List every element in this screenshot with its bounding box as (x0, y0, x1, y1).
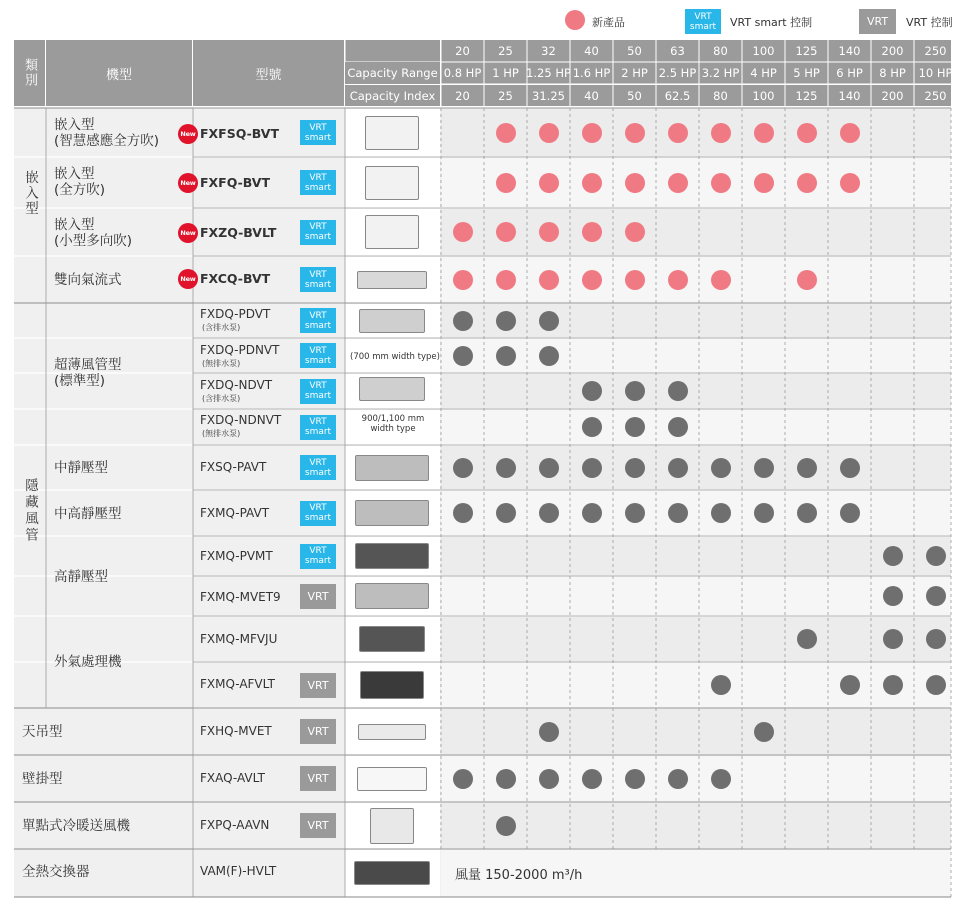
capacity-dot (539, 311, 559, 331)
header-capacity-index-cell: 200 (881, 88, 904, 103)
vrt-badge: VRT (300, 673, 336, 698)
capacity-dot (453, 222, 473, 242)
vrt-smart-badge: VRT smart (300, 379, 336, 404)
header-model: 型號 (193, 40, 344, 106)
type-ceiling-suspended: 天吊型 (22, 724, 63, 740)
vrt-smart-badge: VRT smart (300, 455, 336, 480)
high-static-duct-image (355, 543, 429, 569)
capacity-dot (625, 417, 645, 437)
capacity-dot (625, 222, 645, 242)
new-badge: New (178, 223, 198, 243)
type-middle-high-static: 中高靜壓型 (54, 506, 122, 522)
header-capacity-index-cell: 62.5 (664, 88, 691, 103)
outdoor-air-unit-image (360, 671, 424, 699)
capacity-dot (668, 458, 688, 478)
capacity-dot (668, 381, 688, 401)
model-fxmq-afvlt: FXMQ-AFVLT (200, 677, 276, 691)
capacity-dot (539, 458, 559, 478)
airflow-spec: 風量 150-2000 m³/h (455, 868, 583, 883)
vrt-smart-badge: VRT smart (300, 415, 336, 440)
type-round-flow-cassette: 嵌入型 (全方吹) (54, 166, 106, 198)
vrt-smart-legend-label: VRT smart 控制 (730, 16, 813, 29)
capacity-dot (926, 546, 946, 566)
vrt-legend-label: VRT 控制 (906, 16, 953, 29)
header-row1-cell: 25 (498, 44, 513, 58)
capacity-dot (711, 458, 731, 478)
capacity-dot (453, 311, 473, 331)
type-two-way-cassette: 雙向氣流式 (54, 272, 122, 288)
slim-duct-image (359, 309, 425, 333)
capacity-dot (539, 173, 559, 193)
vrt-legend-badge: VRT (859, 9, 896, 34)
capacity-dot (754, 458, 774, 478)
capacity-dot (668, 173, 688, 193)
ceiling-suspended-image (358, 724, 426, 740)
model-fxmq-mvet9: FXMQ-MVET9 (200, 590, 281, 604)
header-capacity-range-cell: 2.5 HP (658, 66, 697, 80)
capacity-dot (496, 311, 516, 331)
compact-cassette-image (365, 215, 419, 249)
capacity-dot (668, 123, 688, 143)
model-note-with-pump: (含排水泵) (202, 323, 241, 332)
vrt-badge: VRT (300, 766, 336, 791)
type-compact-cassette: 嵌入型 (小型多向吹) (54, 217, 133, 249)
model-vam-hvlt: VAM(F)-HVLT (200, 864, 277, 878)
capacity-dot (883, 629, 903, 649)
capacity-dot (539, 270, 559, 290)
header-capacity-range-cell: 8 HP (879, 66, 906, 80)
capacity-dot (539, 346, 559, 366)
capacity-dot (625, 503, 645, 523)
capacity-dot (539, 222, 559, 242)
capacity-dot (539, 769, 559, 789)
header-row1-cell: 40 (584, 44, 599, 58)
capacity-dot (840, 173, 860, 193)
header-capacity-range-cell: 1.25 HP (526, 66, 571, 80)
capacity-dot (453, 270, 473, 290)
heat-exchanger-image (354, 861, 430, 885)
capacity-dot (582, 381, 602, 401)
header-row1-cell: 63 (670, 44, 685, 58)
capacity-dot (539, 503, 559, 523)
header-capacity-range-cell: 4 HP (750, 66, 777, 80)
capacity-dot (625, 458, 645, 478)
header-row1-cell: 20 (455, 44, 470, 58)
capacity-dot (453, 769, 473, 789)
type-heat-reclaim-ventilator: 全熱交換器 (22, 864, 90, 880)
model-fxhq-mvet: FXHQ-MVET (200, 724, 272, 738)
capacity-dot (582, 503, 602, 523)
vrt-badge: VRT (300, 719, 336, 744)
vrt-smart-badge: VRT smart (300, 308, 336, 333)
capacity-dot (797, 123, 817, 143)
capacity-dot (539, 123, 559, 143)
capacity-dot (840, 675, 860, 695)
capacity-dot (453, 346, 473, 366)
capacity-dot (711, 123, 731, 143)
capacity-dot (711, 769, 731, 789)
capacity-dot (711, 270, 731, 290)
capacity-dot (797, 270, 817, 290)
capacity-dot (668, 270, 688, 290)
header-capacity-range-cell: 3.2 HP (701, 66, 740, 80)
capacity-dot (496, 503, 516, 523)
capacity-dot (496, 123, 516, 143)
capacity-dot (582, 769, 602, 789)
header-capacity-index-cell: 25 (498, 88, 513, 103)
vrt-badge: VRT (300, 584, 336, 609)
capacity-dot (926, 586, 946, 606)
capacity-dot (754, 722, 774, 742)
header-capacity-range-cell: 0.8 HP (443, 66, 482, 80)
capacity-dot (582, 173, 602, 193)
model-fxfq-bvt: FXFQ-BVT (200, 175, 270, 190)
header-capacity-index-cell: 31.25 (532, 88, 565, 103)
model-note-with-pump: (含排水泵) (202, 394, 241, 403)
type-slim-duct: 超薄風管型 (標準型) (54, 357, 122, 389)
new-badge: New (178, 173, 198, 193)
vrt-smart-badge: VRT smart (300, 544, 336, 569)
header-row1-cell: 32 (541, 44, 556, 58)
type-middle-static: 中靜壓型 (54, 460, 108, 476)
capacity-dot (582, 417, 602, 437)
capacity-dot (926, 675, 946, 695)
type-smart-sensing-cassette: 嵌入型 (智慧感應全方吹) (54, 117, 160, 149)
cassette-unit-image (365, 166, 419, 200)
type-high-static: 高靜壓型 (54, 569, 108, 585)
capacity-dot (668, 417, 688, 437)
capacity-dot (582, 123, 602, 143)
capacity-dot (496, 458, 516, 478)
air-handler-image (370, 808, 414, 844)
capacity-dot (453, 458, 473, 478)
header-type: 機型 (46, 40, 192, 106)
vrt-smart-badge: VRT smart (300, 220, 336, 245)
width-note-700mm: (700 mm width type) (350, 352, 440, 362)
header-capacity-index-cell: 250 (924, 88, 947, 103)
high-static-duct-image (355, 583, 429, 609)
header-capacity-index-cell: 140 (838, 88, 861, 103)
capacity-dot (496, 270, 516, 290)
capacity-dot (582, 458, 602, 478)
header-capacity-range-cell: 2 HP (621, 66, 648, 80)
capacity-dot (926, 629, 946, 649)
type-air-handling-unit: 單點式冷暖送風機 (22, 818, 130, 834)
capacity-dot (797, 458, 817, 478)
model-fxfsq-bvt: FXFSQ-BVT (200, 126, 279, 141)
width-note-900mm: 900/1,100 mm width type (361, 414, 425, 434)
duct-unit-image (355, 500, 429, 526)
capacity-dot (754, 503, 774, 523)
model-fxpq-aavn: FXPQ-AAVN (200, 818, 270, 832)
capacity-dot (797, 173, 817, 193)
header-capacity-range-cell: 5 HP (793, 66, 820, 80)
new-badge: New (178, 124, 198, 144)
header-row1-cell: 200 (881, 44, 904, 58)
header-capacity-index-cell: 40 (584, 88, 599, 103)
wall-mounted-image (357, 767, 427, 791)
type-outdoor-air-unit: 外氣處理機 (54, 654, 122, 670)
model-fxcq-bvt: FXCQ-BVT (200, 271, 271, 286)
capacity-dot (840, 503, 860, 523)
category-embedded: 嵌入型 (22, 170, 38, 217)
duct-unit-image (355, 455, 429, 481)
vrt-smart-legend-badge: VRT smart (685, 9, 721, 34)
outdoor-air-unit-image (359, 626, 425, 652)
header-row1-cell: 250 (924, 44, 947, 58)
capacity-dot (539, 722, 559, 742)
capacity-dot (711, 503, 731, 523)
vrt-badge: VRT (300, 813, 336, 838)
vrt-smart-badge: VRT smart (300, 343, 336, 368)
capacity-dot (453, 503, 473, 523)
header-row1-cell: 80 (713, 44, 728, 58)
capacity-dot (840, 123, 860, 143)
capacity-dot (496, 173, 516, 193)
capacity-dot (883, 546, 903, 566)
two-way-cassette-image (357, 271, 427, 289)
model-fxdq-ndnvt: FXDQ-NDNVT (200, 413, 282, 427)
cassette-unit-image (365, 116, 419, 150)
capacity-dot (711, 675, 731, 695)
header-row1-cell: 125 (795, 44, 818, 58)
vrt-smart-badge: VRT smart (300, 120, 336, 145)
capacity-index-label: Capacity Index (345, 85, 440, 106)
model-fxmq-pavt: FXMQ-PAVT (200, 506, 270, 520)
new-product-legend-label: 新產品 (592, 16, 625, 29)
capacity-dot (496, 769, 516, 789)
header-capacity-index-cell: 50 (627, 88, 642, 103)
slim-duct-image (359, 377, 425, 401)
capacity-dot (797, 629, 817, 649)
capacity-dot (496, 222, 516, 242)
model-fxmq-mfvju: FXMQ-MFVJU (200, 632, 278, 646)
header-capacity-index-cell: 125 (795, 88, 818, 103)
capacity-dot (754, 173, 774, 193)
capacity-dot (883, 586, 903, 606)
capacity-dot (625, 381, 645, 401)
model-fxaq-avlt: FXAQ-AVLT (200, 771, 265, 785)
capacity-dot (797, 503, 817, 523)
capacity-dot (711, 173, 731, 193)
model-fxdq-ndvt: FXDQ-NDVT (200, 378, 273, 392)
header-row1-cell: 50 (627, 44, 642, 58)
capacity-dot (625, 270, 645, 290)
model-note-without-pump: (無排水泵) (202, 429, 241, 438)
capacity-dot (883, 675, 903, 695)
capacity-dot (668, 769, 688, 789)
model-note-without-pump: (無排水泵) (202, 359, 241, 368)
type-wall-mounted: 壁掛型 (22, 771, 63, 787)
header-row1-cell: 140 (838, 44, 861, 58)
header-capacity-index-cell: 20 (455, 88, 470, 103)
header-capacity-range-cell: 1.6 HP (572, 66, 611, 80)
header-capacity-index-cell: 80 (713, 88, 728, 103)
model-fxdq-pdnvt: FXDQ-PDNVT (200, 343, 280, 357)
capacity-dot (668, 503, 688, 523)
model-fxzq-bvlt: FXZQ-BVLT (200, 225, 277, 240)
header-capacity-range-cell: 6 HP (836, 66, 863, 80)
header-row1-cell: 100 (752, 44, 775, 58)
new-badge: New (178, 269, 198, 289)
capacity-dot (625, 123, 645, 143)
header-capacity-range-cell: 10 HP (918, 66, 953, 80)
vrt-smart-badge: VRT smart (300, 170, 336, 195)
model-fxmq-pvmt: FXMQ-PVMT (200, 549, 273, 563)
vrt-smart-badge: VRT smart (300, 267, 336, 292)
category-concealed-duct: 隱藏風管 (22, 478, 38, 544)
capacity-dot (625, 769, 645, 789)
header-capacity-range-cell: 1 HP (492, 66, 519, 80)
capacity-dot (840, 458, 860, 478)
model-fxdq-pdvt: FXDQ-PDVT (200, 307, 271, 321)
capacity-dot (496, 816, 516, 836)
capacity-dot (582, 222, 602, 242)
capacity-dot (625, 173, 645, 193)
vrt-smart-badge: VRT smart (300, 501, 336, 526)
capacity-dot (496, 346, 516, 366)
capacity-dot (582, 270, 602, 290)
capacity-range-label: Capacity Range (345, 62, 440, 84)
capacity-dot (754, 123, 774, 143)
model-fxsq-pavt: FXSQ-PAVT (200, 460, 267, 474)
header-capacity-index-cell: 100 (752, 88, 775, 103)
header-category: 類別 (14, 40, 45, 106)
